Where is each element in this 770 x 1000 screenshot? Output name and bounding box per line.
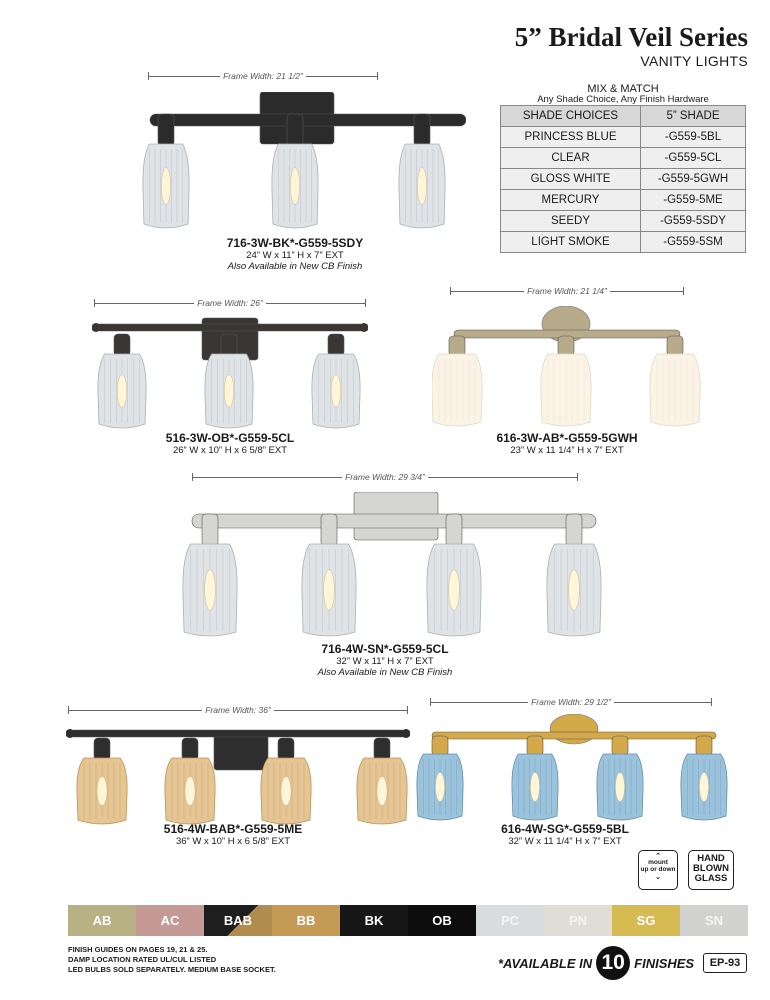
chevron-down-icon: ⌄ bbox=[655, 873, 661, 881]
bulb bbox=[417, 168, 426, 205]
hand-blown-line: GLASS bbox=[694, 872, 728, 884]
page-number: EP-93 bbox=[703, 953, 747, 973]
finish-count-badge: 10 bbox=[596, 946, 630, 980]
mount-up-or-down-badge bbox=[638, 850, 678, 890]
table-header-row bbox=[501, 106, 746, 127]
series-subtitle: VANITY LIGHTS bbox=[640, 53, 748, 69]
product-dimensions: 24” W x 11” H x 7” EXT bbox=[246, 250, 344, 261]
socket-cup bbox=[612, 736, 628, 756]
socket-cup bbox=[202, 514, 218, 546]
frame-width-label: Frame Width: 29 3/4” bbox=[342, 472, 428, 482]
finish-swatch-sg: SG bbox=[612, 905, 680, 936]
frame-width-dimension bbox=[148, 69, 378, 83]
product-code: 716-3W-BK*-G559-5SDY bbox=[226, 236, 364, 250]
product-caption bbox=[230, 642, 540, 678]
socket-cup bbox=[374, 738, 390, 760]
socket-cup bbox=[221, 334, 237, 356]
table-cell: LIGHT SMOKE bbox=[501, 232, 641, 253]
shade-choices-table bbox=[500, 105, 746, 253]
table-cell: -G559-5ME bbox=[641, 190, 746, 211]
product-code: 716-4W-SN*-G559-5CL bbox=[321, 642, 449, 656]
table-cell: PRINCESS BLUE bbox=[501, 127, 641, 148]
socket-cup bbox=[558, 336, 574, 356]
table-cell: -G559-5CL bbox=[641, 148, 746, 169]
backplate bbox=[550, 714, 598, 744]
product-dimensions: 32” W x 11” H x 7” EXT bbox=[336, 656, 434, 667]
product-caption bbox=[98, 822, 368, 847]
socket-cup bbox=[414, 114, 430, 146]
bulb bbox=[699, 772, 708, 801]
bulb bbox=[449, 570, 460, 610]
socket-cup bbox=[696, 736, 712, 756]
product-code: 616-3W-AB*-G559-5GWH bbox=[496, 431, 638, 445]
footnote-line: FINISH GUIDES ON PAGES 19, 21 & 25. bbox=[68, 945, 208, 954]
mix-match-heading bbox=[500, 84, 746, 105]
table-row bbox=[501, 211, 746, 232]
fixture-arm bbox=[96, 324, 364, 331]
fixture-image bbox=[130, 92, 466, 232]
available-finishes bbox=[498, 946, 694, 980]
socket-cup bbox=[566, 514, 582, 546]
fixture-arm bbox=[70, 730, 406, 737]
product-code: 616-4W-SG*-G559-5BL bbox=[501, 822, 629, 836]
socket-cup bbox=[114, 334, 130, 356]
finish-swatch-bb: BB bbox=[272, 905, 340, 936]
socket-cup bbox=[182, 738, 198, 760]
socket-cup bbox=[449, 336, 465, 356]
hand-blown-line: BLOWN bbox=[693, 862, 729, 874]
bulb bbox=[281, 776, 291, 805]
fixture-image bbox=[66, 724, 410, 826]
frame-width-dimension bbox=[94, 296, 366, 310]
table-cell: -G559-5GWH bbox=[641, 169, 746, 190]
frame-width-dimension bbox=[450, 284, 684, 298]
table-cell: MERCURY bbox=[501, 190, 641, 211]
footnote-line: LED BULBS SOLD SEPARATELY. MEDIUM BASE SOCKET. bbox=[68, 964, 276, 974]
footnote-line: DAMP LOCATION RATED UL/CUL LISTED bbox=[68, 954, 217, 964]
table-cell: SEEDY bbox=[501, 211, 641, 232]
finish-swatch-pn: PN bbox=[544, 905, 612, 936]
frame-width-dimension bbox=[192, 470, 578, 484]
available-prefix: *AVAILABLE IN bbox=[498, 955, 593, 971]
mix-match-title: MIX & MATCH bbox=[587, 83, 659, 95]
finish-swatch-sn: SN bbox=[680, 905, 748, 936]
finish-swatch-ac: AC bbox=[136, 905, 204, 936]
backplate bbox=[214, 734, 268, 770]
fixture-arm bbox=[192, 514, 596, 528]
hand-blown-glass-badge bbox=[688, 850, 734, 890]
footnotes bbox=[68, 945, 276, 974]
table-row bbox=[501, 190, 746, 211]
product-dimensions: 36” W x 10” H x 6 5/8” EXT bbox=[175, 836, 291, 847]
table-cell: -G559-5SDY bbox=[641, 211, 746, 232]
socket-cup bbox=[321, 514, 337, 546]
mount-badge-line: up or down bbox=[640, 866, 676, 874]
table-row bbox=[501, 169, 746, 190]
bulb bbox=[290, 168, 299, 205]
finish-swatches bbox=[68, 905, 748, 936]
mount-badge-line: mount bbox=[648, 859, 668, 867]
socket-cup bbox=[158, 114, 174, 146]
bulb bbox=[377, 776, 387, 805]
product-caption bbox=[430, 822, 700, 847]
table-cell: GLOSS WHITE bbox=[501, 169, 641, 190]
bulb bbox=[615, 772, 624, 801]
bulb bbox=[185, 776, 195, 805]
socket-cup bbox=[432, 736, 448, 756]
finish-swatch-pc: PC bbox=[476, 905, 544, 936]
chevron-up-icon: ⌃ bbox=[655, 853, 661, 860]
socket-cup bbox=[527, 736, 543, 756]
mix-match-subtitle: Any Shade Choice, Any Finish Hardware bbox=[537, 94, 709, 105]
bulb bbox=[97, 776, 107, 805]
table-row bbox=[501, 232, 746, 253]
series-title: 5” Bridal Veil Series bbox=[514, 22, 748, 52]
table-cell: CLEAR bbox=[501, 148, 641, 169]
table-row bbox=[501, 127, 746, 148]
product-caption bbox=[432, 431, 702, 456]
product-note: Also Available in New CB Finish bbox=[227, 261, 363, 272]
product-dimensions: 26” W x 10” H x 6 5/8” EXT bbox=[172, 445, 288, 456]
bulb bbox=[435, 772, 444, 801]
product-code: 516-4W-BAB*-G559-5ME bbox=[163, 822, 303, 836]
finish-swatch-bk: BK bbox=[340, 905, 408, 936]
table-row bbox=[501, 148, 746, 169]
fixture-image bbox=[432, 306, 702, 430]
table-cell: -G559-5SM bbox=[641, 232, 746, 253]
bulb bbox=[569, 570, 580, 610]
table-cell: -G559-5BL bbox=[641, 127, 746, 148]
finish-swatch-ob: OB bbox=[408, 905, 476, 936]
frame-width-dimension bbox=[68, 703, 408, 717]
product-note: Also Available in New CB Finish bbox=[317, 667, 453, 678]
table-header-cell: 5” SHADE bbox=[641, 106, 746, 127]
frame-width-label: Frame Width: 21 1/4” bbox=[524, 286, 610, 296]
socket-cup bbox=[287, 114, 303, 146]
bulb bbox=[205, 570, 216, 610]
socket-cup bbox=[667, 336, 683, 356]
product-caption bbox=[95, 431, 365, 456]
hand-blown-line: HAND bbox=[697, 853, 725, 864]
finish-swatch-bab: BAB bbox=[204, 905, 272, 936]
frame-width-label: Frame Width: 26” bbox=[194, 298, 266, 308]
product-code: 516-3W-OB*-G559-5CL bbox=[165, 431, 295, 445]
socket-cup bbox=[446, 514, 462, 546]
finish-swatch-ab: AB bbox=[68, 905, 136, 936]
bulb bbox=[161, 168, 170, 205]
fixture-image bbox=[172, 492, 616, 640]
socket-cup bbox=[278, 738, 294, 760]
bulb bbox=[224, 375, 234, 408]
bulb bbox=[117, 375, 127, 408]
frame-width-label: Frame Width: 36” bbox=[202, 705, 274, 715]
product-dimensions: 32” W x 11 1/4” H x 7” EXT bbox=[508, 836, 622, 847]
bulb bbox=[530, 772, 539, 801]
available-suffix: FINISHES bbox=[634, 955, 695, 971]
frame-width-label: Frame Width: 21 1/2” bbox=[220, 71, 306, 81]
socket-cup bbox=[328, 334, 344, 356]
frame-width-dimension bbox=[430, 695, 712, 709]
product-dimensions: 23” W x 11 1/4” H x 7” EXT bbox=[510, 445, 624, 456]
bulb bbox=[324, 570, 335, 610]
fixture-image bbox=[414, 714, 734, 822]
fixture-image bbox=[92, 314, 368, 430]
fixture-arm bbox=[432, 732, 716, 739]
bulb bbox=[331, 375, 341, 408]
socket-cup bbox=[94, 738, 110, 760]
product-caption bbox=[160, 236, 430, 272]
table-header-cell: SHADE CHOICES bbox=[501, 106, 641, 127]
frame-width-label: Frame Width: 29 1/2” bbox=[528, 697, 614, 707]
